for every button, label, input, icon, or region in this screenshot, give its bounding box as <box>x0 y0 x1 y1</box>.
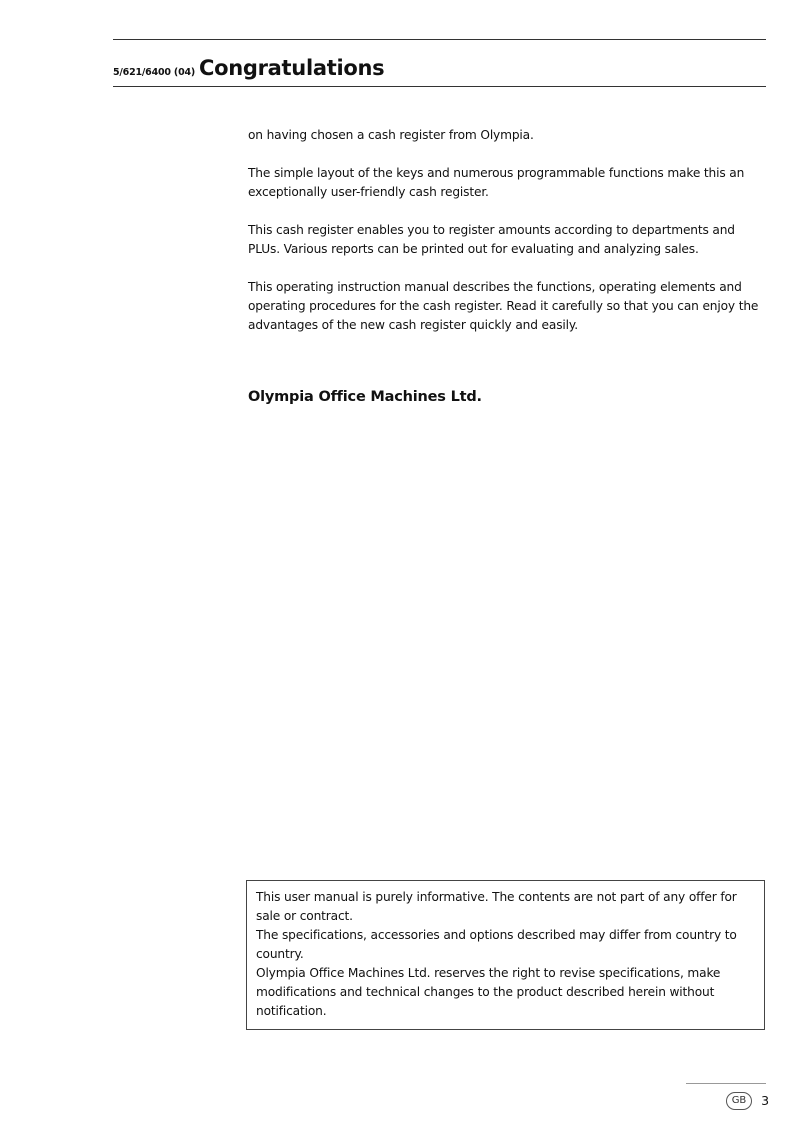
paragraph-intro: on having chosen a cash register from Olympia. <box>248 128 534 142</box>
footer-divider <box>686 1083 766 1084</box>
paragraph-layout: The simple layout of the keys and numerous programmable functions make this an exceptionally user-friendly cash register. <box>248 166 745 199</box>
company-name: Olympia Office Machines Ltd. <box>248 389 482 405</box>
page-title: Congratulations <box>199 56 385 80</box>
page-number: 3 <box>761 1093 770 1108</box>
paragraph-manual: This operating instruction manual describes the functions, operating elements and operating procedures for the cash register. Read it carefully so that you can enjoy the advantages of the new cash register quickly and easily. <box>248 280 759 332</box>
intro-text <box>248 126 768 354</box>
country-badge: GB <box>726 1092 752 1110</box>
page-header <box>113 54 766 87</box>
paragraph-capabilities: This cash register enables you to register amounts according to departments and PLUs. Various reports can be printed out for evaluating and analyzing sales. <box>248 223 735 256</box>
top-divider <box>113 39 766 40</box>
document-code: 5/621/6400 (04) <box>113 67 196 78</box>
disclaimer-specifications: The specifications, accessories and options described may differ from country to country. <box>256 928 737 961</box>
disclaimer-box <box>246 880 765 1030</box>
disclaimer-informative: This user manual is purely informative. The contents are not part of any offer for sale or contract. <box>256 890 737 923</box>
page-footer <box>726 1090 769 1108</box>
disclaimer-revisions: Olympia Office Machines Ltd. reserves the right to revise specifications, make modifications and technical changes to the product described herein without notification. <box>256 966 721 1018</box>
